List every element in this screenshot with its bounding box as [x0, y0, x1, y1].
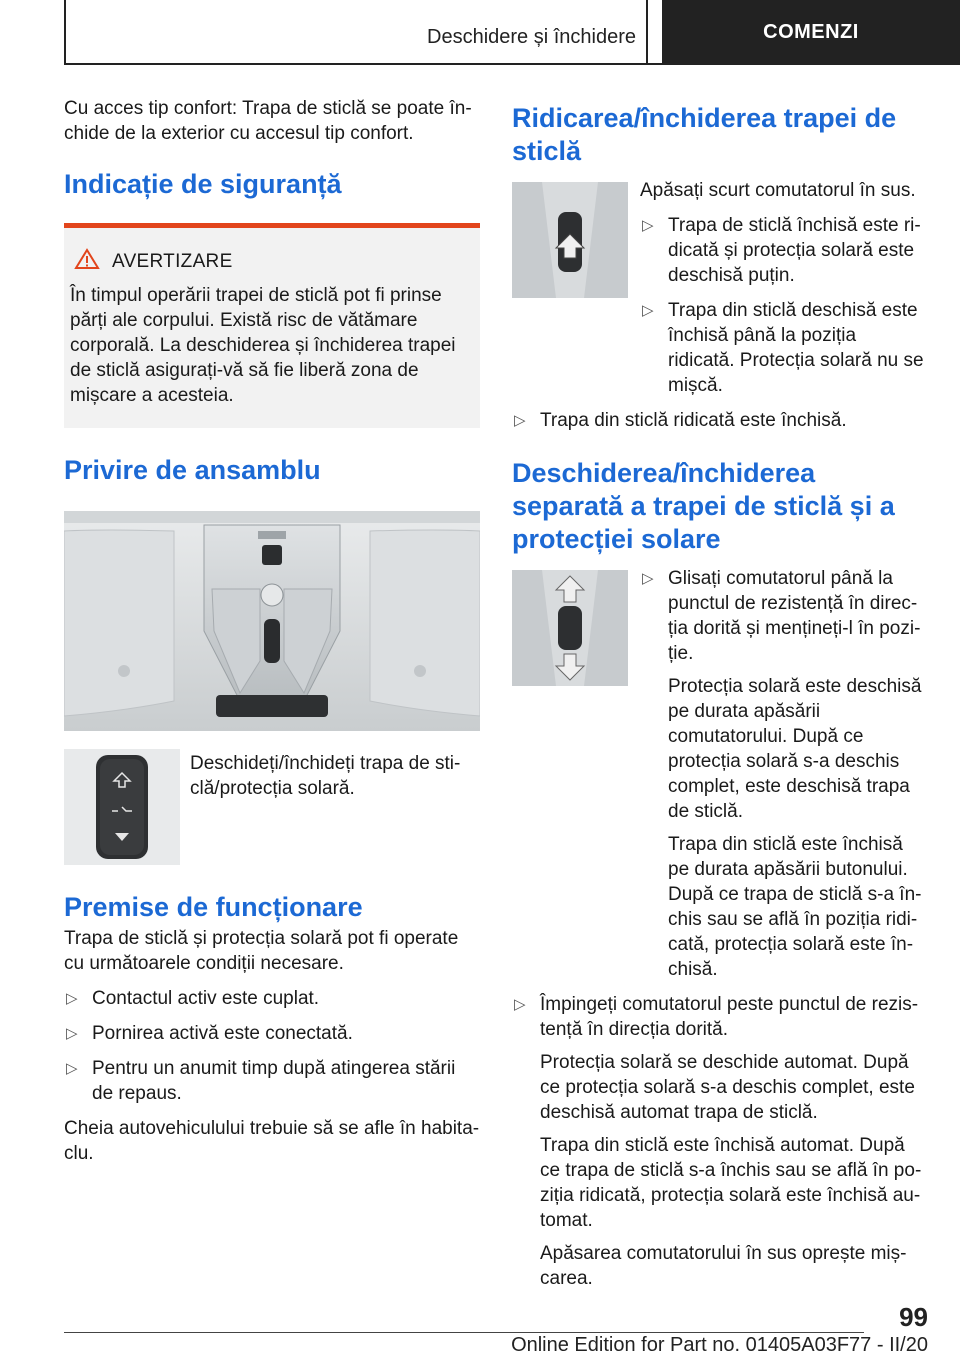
raise-list	[512, 408, 926, 433]
list-item: ▷ Pentru un anumit timp după atingerea stării de repaus.	[66, 1058, 456, 1104]
warning-triangle-icon	[74, 248, 100, 275]
list-item: ▷ Glisați comutatorul până la punctul de rezistență în direcția dorită și mențineți-l în poziție. Protecția solară este deschisă pe durata apăsării comutatorului. După ce protecția solară s-a deschis complet, este deschisă trapa de sticlă. Trapa din sticlă este închisă pe durata apăsării butonului. După ce trapa de sticlă s-a închis sau se află în poziția ridicată, protecția solară este închisă.	[640, 566, 926, 982]
safety-heading: Indicație de siguranță	[64, 169, 342, 199]
sub-paragraph: Protecția solară este deschisă pe durata apăsării comutatorului. După ce protecția solară s-a deschis complet, este deschisă trapa de sticlă.	[668, 676, 922, 822]
triangle-bullet-icon: ▷	[514, 996, 526, 1013]
triangle-bullet-icon: ▷	[66, 1060, 78, 1077]
triangle-bullet-icon: ▷	[642, 217, 654, 234]
list-item: ▷ Trapa din sticlă deschisă este închisă până la poziția ridicată. Protecția solară nu se mișcă.	[642, 300, 924, 396]
separate-sublist	[640, 566, 926, 982]
raise-heading: Ridicarea/închiderea trapei de sticlă	[512, 103, 897, 166]
warning-title: AVERTIZARE	[112, 250, 233, 272]
triangle-bullet-icon: ▷	[642, 570, 654, 587]
switch-closeup-photo	[64, 749, 180, 865]
warning-text: În timpul operării trapei de sticlă pot fi prinse părți ale corpului. Există risc de vătămare corporală. La deschiderea și închiderea trapei de sticlă asigurați-vă să fie liberă zona de mișcare a acesteia.	[70, 285, 456, 406]
header-separator	[646, 0, 648, 64]
key-note: Cheia autovehiculului trebuie să se afle în habitaclu.	[64, 1118, 480, 1164]
premise-intro: Trapa de sticlă și protecția solară pot fi operate cu următoarele condiții necesare.	[64, 928, 459, 974]
header-bottom-rule	[64, 63, 662, 65]
warning-box	[64, 223, 480, 428]
right-column	[512, 96, 926, 1291]
raise-row	[512, 178, 926, 398]
separate-row	[512, 566, 926, 982]
sub-paragraph: Apăsarea comutatorului în sus oprește mișcarea.	[540, 1243, 907, 1289]
left-column	[64, 96, 480, 1166]
conditions-list	[64, 986, 480, 1106]
raise-intro: Apăsați scurt comutatorul în sus.	[640, 180, 916, 201]
raise-sublist	[640, 213, 926, 398]
triangle-bullet-icon: ▷	[66, 990, 78, 1007]
sub-paragraph: Protecția solară se deschide automat. După ce protecția solară s-a deschis complet, este deschisă automat trapa de sticlă.	[540, 1052, 915, 1123]
switch-press-up-photo	[512, 182, 628, 298]
footer-rule	[64, 1332, 864, 1333]
raise-text	[640, 178, 926, 398]
switch-row	[64, 749, 480, 865]
triangle-bullet-icon: ▷	[66, 1025, 78, 1042]
triangle-bullet-icon: ▷	[642, 302, 654, 319]
list-item: ▷ Trapa de sticlă închisă este ridicată și protecția solară este deschisă puțin.	[642, 215, 921, 286]
list-item: ▷ Împingeți comutatorul peste punctul de rezistență în direcția dorită. Protecția solară se deschide automat. După ce protecția solară s-a deschis complet, este deschisă automat trapa de sticlă. Trapa din sticlă este închisă automat. După ce trapa de sticlă s-a închis sau se află în poziția ridicată, protecția solară este închisă automat. Apăsarea comutatorului în sus oprește mișcarea.	[512, 992, 926, 1291]
header-section-title: Deschidere și închidere	[427, 26, 636, 48]
page-number: 99	[899, 1302, 928, 1332]
roof-console-photo	[64, 511, 480, 731]
list-item: ▷ Pornirea activă este conectată.	[66, 1023, 353, 1044]
overview-heading: Privire de ansamblu	[64, 455, 321, 485]
list-item: ▷ Contactul activ este cuplat.	[66, 988, 320, 1009]
separate-list	[512, 992, 926, 1291]
sub-paragraph: Trapa din sticlă este închisă pe durata apăsării butonului. După ce trapa de sticlă s-a închis sau se află în poziția ridicată, protecția solară este închisă.	[668, 834, 922, 980]
premise-heading: Premise de funcționare	[64, 892, 363, 922]
triangle-bullet-icon: ▷	[514, 412, 526, 429]
footer-edition: Online Edition for Part no. 01405A03F77 - II/20	[511, 1334, 928, 1356]
sub-paragraph: Trapa din sticlă este închisă automat. După ce trapa de sticlă s-a închis sau se află în poziția ridicată, protecția solară este închisă automat.	[540, 1135, 922, 1231]
separate-text	[640, 566, 926, 982]
warning-header	[74, 248, 474, 275]
intro-paragraph: Cu acces tip confort: Trapa de sticlă se poate închide de la exterior cu accesul tip confort.	[64, 98, 472, 144]
list-item: ▷ Trapa din sticlă ridicată este închisă.	[514, 410, 847, 431]
header-chapter-tab: COMENZI	[662, 0, 960, 65]
separate-heading: Deschiderea/închiderea separată a trapei de sticlă și a protecției solare	[512, 458, 895, 554]
switch-slide-photo	[512, 570, 628, 686]
switch-caption: Deschideți/închideți trapa de sticlă/protecția solară.	[190, 753, 461, 799]
